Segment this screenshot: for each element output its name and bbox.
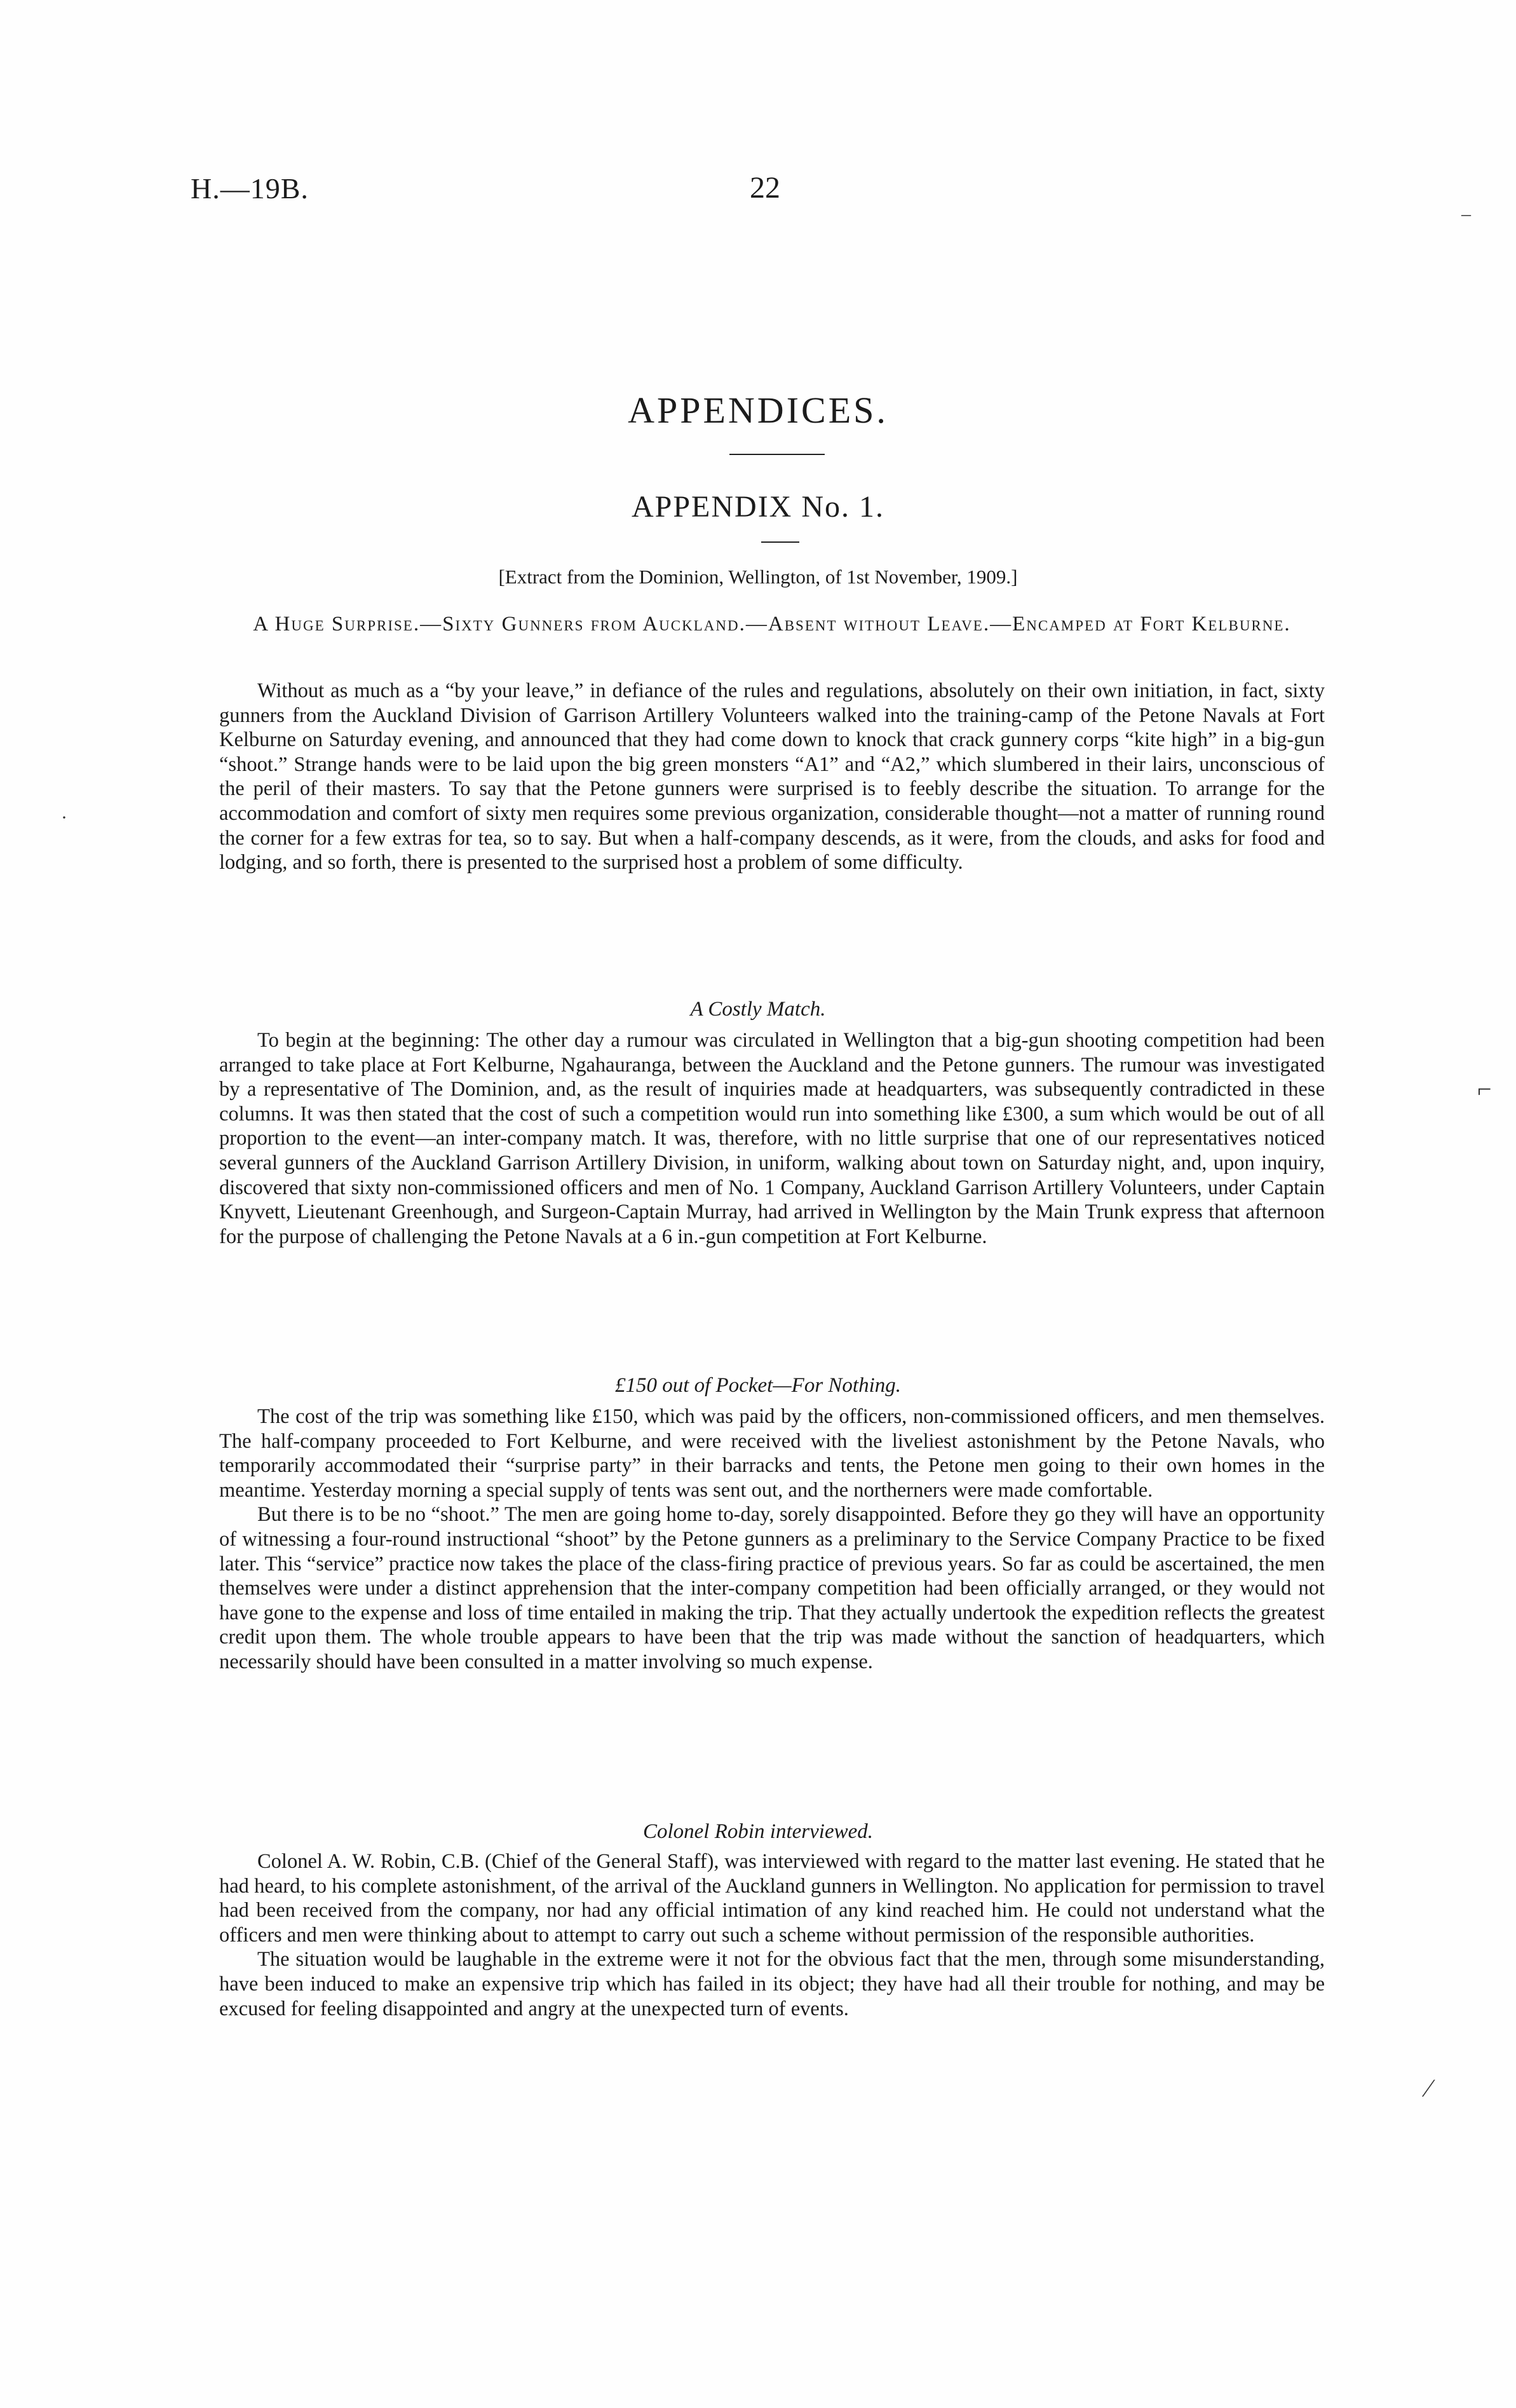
appendix-rule bbox=[761, 541, 799, 543]
paragraph: Without as much as a “by your leave,” in defiance of the rules and regulations, absolutely on their own initiation, in fact, sixty gunners from the Auckland Division of Garrison Artillery Volunteers walked into the training-camp of the Petone Navals at Fort Kelburne on Saturday evening, and announced that they had come down to knock that crack gunnery corps “kite high” in a big-gun “shoot.” Strange hands were to be laid upon the big green monsters “A1” and “A2,” which slumbered in their lairs, unconscious of the peril of their masters. To say that the Petone gunners were surprised is to feebly describe the situation. To arrange for the accommodation and comfort of sixty men requires some previous organization, considerable thought—not a matter of running round the corner for a few extras for tea, so to say. But when a half-company descends, as it were, from the clouds, and asks for food and lodging, and so forth, there is presented to the surprised host a problem of some difficulty. bbox=[219, 679, 1325, 874]
section-heading-colonel-robin: Colonel Robin interviewed. bbox=[642, 1820, 874, 1843]
section-colonel-robin bbox=[219, 1849, 1325, 2021]
title-rule bbox=[729, 454, 825, 455]
paragraph: Colonel A. W. Robin, C.B. (Chief of the General Staff), was interviewed with regard to the matter last evening. He stated that he had heard, to his complete astonishment, of the arrival of the Auckland gunners in Wellington. No application for permission to travel had been received from the company, nor had any official intimation of any kind reached him. He could not understand what the officers and men were thinking about to attempt to carry out such a scheme without permission of the responsible authorities. bbox=[219, 1850, 1325, 1947]
margin-tick-mark: ⌐ bbox=[1477, 1075, 1492, 1103]
margin-dot-mark: · bbox=[61, 807, 67, 828]
appendix-number: APPENDIX No. 1. bbox=[631, 490, 884, 524]
margin-dash-mark: ‒ bbox=[1461, 203, 1471, 224]
paragraph: But there is to be no “shoot.” The men are going home to-day, sorely disappointed. Before they go they will have an opportunity of witnessing a four-round instructional “shoot” by the Petone gunners as a preliminary to the Service Company Practice to be fixed later. This “service” practice now takes the place of the class-firing practice of previous years. So far as could be ascertained, the men themselves were under a distinct apprehension that the inter-company competition had been officially arranged, or they would not have gone to the expense and loss of time entailed in making the trip. That they actually undertook the expedition reflects the greatest credit upon them. The whole trouble appears to have been that the trip was made without the sanction of headquarters, which necessarily should have been consulted in a matter involving so much expense. bbox=[219, 1503, 1325, 1673]
document-reference: H.—19B. bbox=[191, 172, 309, 205]
appendices-title: APPENDICES. bbox=[628, 390, 888, 431]
article-headline: A Huge Surprise.—Sixty Gunners from Auckland.—Absent without Leave.—Encamped at Fort Kelburne. bbox=[253, 613, 1291, 636]
margin-slash-mark: ⁄ bbox=[1426, 2074, 1431, 2102]
paragraph: To begin at the beginning: The other day a rumour was circulated in Wellington that a big-gun shooting competition had been arranged to take place at Fort Kelburne, Ngahauranga, between the Auckland and the Petone gunners. The rumour was investigated by a representative of The Dominion, and, as the result of inquiries made at headquarters, was subsequently contradicted in these columns. It was then stated that the cost of such a competition would run into something like £300, a sum which would be out of all proportion to the event—an inter-company match. It was, therefore, with no little surprise that one of our representatives noticed several gunners of the Auckland Garrison Artillery Division, in uniform, walking about town on Saturday night, and, upon inquiry, discovered that sixty non-commissioned officers and men of No. 1 Company, Auckland Garrison Artillery Volunteers, under Captain Knyvett, Lieutenant Greenhough, and Surgeon-Captain Murray, had arrived in Wellington by the Main Trunk express that afternoon for the purpose of challenging the Petone Navals at a 6 in.-gun competition at Fort Kelburne. bbox=[219, 1029, 1325, 1248]
section-costly-match bbox=[219, 1028, 1325, 1249]
section-out-of-pocket bbox=[219, 1405, 1325, 1675]
section-intro bbox=[219, 679, 1325, 875]
extract-note: [Extract from the Dominion, Wellington, of 1st November, 1909.] bbox=[498, 566, 1018, 588]
section-heading-out-of-pocket: £150 out of Pocket—For Nothing. bbox=[614, 1374, 902, 1397]
paragraph: The situation would be laughable in the extreme were it not for the obvious fact that the men, through some misunderstanding, have been induced to make an expensive trip which has failed in its object; they have had all their trouble for nothing, and may be excused for feeling disappointed and angry at the unexpected turn of events. bbox=[219, 1948, 1325, 2020]
paragraph: The cost of the trip was something like £150, which was paid by the officers, non-commissioned officers, and men themselves. The half-company proceeded to Fort Kelburne, and were received with the liveliest astonishment by the Petone Navals, who temporarily accommodated their “surprise party” in their barracks and tents, the Petone men going to their own homes in the meantime. Yesterday morning a special supply of tents was sent out, and the northerners were made comfortable. bbox=[219, 1405, 1325, 1502]
page-number: 22 bbox=[750, 171, 780, 205]
section-heading-costly-match: A Costly Match. bbox=[690, 998, 826, 1021]
